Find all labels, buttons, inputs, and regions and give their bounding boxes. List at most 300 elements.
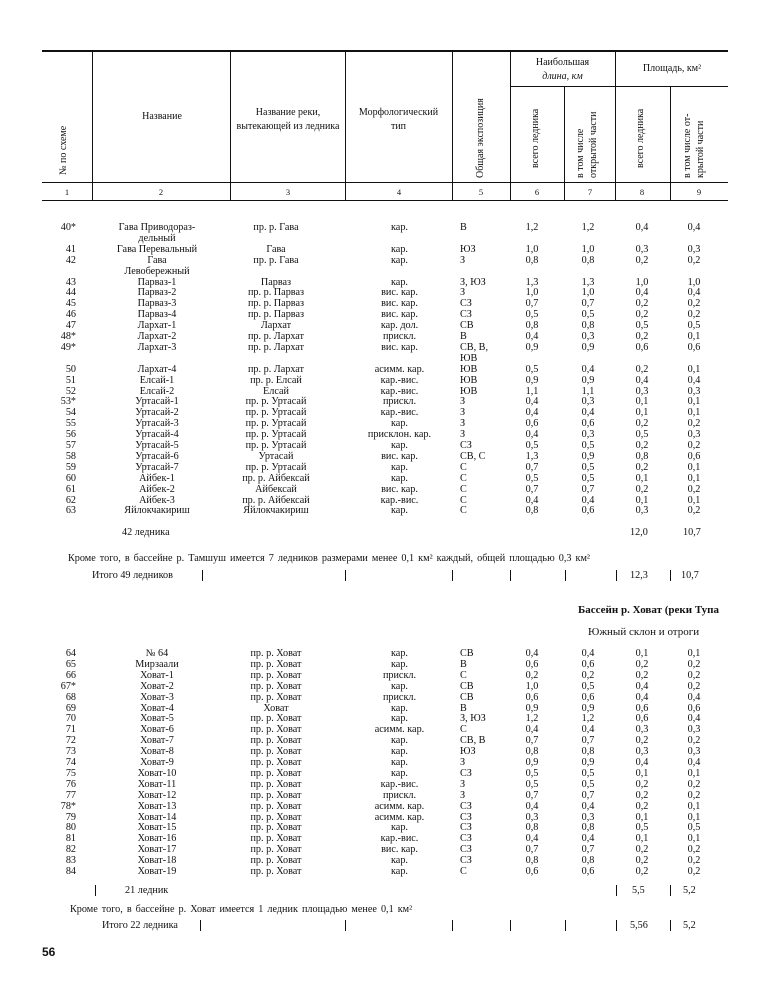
cell-no: 76 xyxy=(65,778,76,790)
cell-type: прискл. xyxy=(382,331,417,342)
col-number: 9 xyxy=(696,187,702,197)
cell-no: 51 xyxy=(65,374,76,386)
cell-ao: 0,4 xyxy=(687,713,701,725)
cell-lo: 0,4 xyxy=(581,363,595,375)
cell-no: 42 xyxy=(65,254,76,266)
cell-river: пр. р. Лархат xyxy=(247,363,305,375)
cell-l: 0,5 xyxy=(525,767,539,779)
cell-river: Яйлокчакириш xyxy=(243,505,309,517)
cell-name: Ховат-19 xyxy=(137,866,177,877)
cell-type: кар.-вис. xyxy=(380,778,419,790)
cell-name: Елсай-2 xyxy=(139,385,175,397)
cell-name: Уртасай-2 xyxy=(135,407,179,419)
cell-a: 0,2 xyxy=(635,735,649,747)
col-number: 7 xyxy=(587,187,593,197)
cell-exp: С xyxy=(460,724,467,736)
cell-river: пр. р. Лархат xyxy=(247,341,305,353)
cell-river: пр. р. Ховат xyxy=(250,648,302,659)
header-col6: всего ледника xyxy=(530,108,541,168)
cell-name: Уртасай-6 xyxy=(135,450,179,462)
cell-name: Ховат-5 xyxy=(140,713,174,725)
cell-l: 0,7 xyxy=(525,789,539,801)
cell-a: 0,2 xyxy=(635,418,649,430)
cell-exp: СЗ xyxy=(460,309,472,321)
cell-lo: 0,2 xyxy=(581,669,595,681)
cell-ao: 0,3 xyxy=(687,385,701,397)
cell-name: Парваз-1 xyxy=(137,276,177,288)
cell-exp: З xyxy=(460,757,466,768)
cell-ao: 0,4 xyxy=(687,691,701,703)
cell-no: 78* xyxy=(60,800,76,812)
cell-a: 0,4 xyxy=(635,691,649,703)
cell-type: кар.-вис. xyxy=(380,833,419,845)
cell-no: 43 xyxy=(65,276,76,288)
cell-exp: СЗ xyxy=(460,298,472,310)
cell-a: 1,0 xyxy=(635,276,649,288)
cell-name: Лархат-4 xyxy=(137,363,177,375)
cell-no: 62 xyxy=(65,494,76,506)
cell-ao: 0,5 xyxy=(687,822,701,834)
cell-l: 0,5 xyxy=(525,440,539,451)
cell-a: 0,2 xyxy=(635,800,649,812)
section1-note: Кроме того, в бассейне р. Тамшуш имеется 7 ледников размерами менее 0,1 км² каждый, общей площадью 0,3 км² xyxy=(68,553,590,564)
cell-ao: 0,1 xyxy=(687,833,701,845)
cell-l: 0,9 xyxy=(525,757,539,768)
col-number: 6 xyxy=(534,187,540,197)
cell-l: 0,5 xyxy=(525,309,539,321)
cell-a: 0,2 xyxy=(635,866,649,877)
cell-no: 69 xyxy=(65,702,76,714)
cell-a: 0,3 xyxy=(635,505,649,517)
cell-lo: 0,6 xyxy=(581,505,595,517)
cell-river: пр. р. Ховат xyxy=(250,757,302,768)
cell-exp: З, ЮЗ xyxy=(460,713,486,725)
cell-lo: 0,7 xyxy=(581,483,595,495)
cell-ao: 0,1 xyxy=(687,811,701,823)
section2-count-area-open: 5,2 xyxy=(683,885,696,896)
header-col3: Название реки, вытекающей из ледника xyxy=(236,107,340,132)
cell-exp: СВ xyxy=(460,680,474,692)
cell-a: 0,2 xyxy=(635,855,649,867)
section2-count-area: 5,5 xyxy=(632,885,645,896)
cell-exp: СЗ xyxy=(460,800,472,812)
cell-ao: 0,1 xyxy=(687,396,701,408)
cell-ao: 0,1 xyxy=(687,767,701,779)
cell-type: кар.-вис. xyxy=(380,385,419,397)
cell-l: 1,0 xyxy=(525,680,539,692)
cell-exp: З xyxy=(460,429,466,441)
cell-lo: 0,5 xyxy=(581,472,595,484)
cell-no: 71 xyxy=(65,724,76,736)
cell-exp: СЗ xyxy=(460,440,472,451)
cell-a: 0,2 xyxy=(635,844,649,856)
cell-exp: СВ, С xyxy=(460,450,486,462)
cell-lo: 0,9 xyxy=(581,374,595,386)
section1-count-label: 42 ледника xyxy=(122,527,170,538)
cell-lo: 0,6 xyxy=(581,658,595,670)
cell-ao: 0,2 xyxy=(687,680,701,692)
cell-a: 0,3 xyxy=(635,746,649,758)
cell-name: Ховат-13 xyxy=(137,800,177,812)
cell-no: 44 xyxy=(65,287,76,299)
cell-ao: 0,6 xyxy=(687,341,701,353)
cell-no: 45 xyxy=(65,298,76,310)
cell-river: пр. р. Ховат xyxy=(250,789,302,801)
cell-type: кар. xyxy=(391,855,408,867)
cell-type: прискл. xyxy=(382,691,417,703)
cell-no: 52 xyxy=(65,385,76,397)
cell-l: 1,3 xyxy=(525,276,539,288)
cell-exp: З xyxy=(460,254,466,266)
header-col4: Морфологический тип xyxy=(358,107,439,132)
cell-exp: С xyxy=(460,483,467,495)
cell-exp: С xyxy=(460,866,467,877)
cell-exp: В xyxy=(460,702,467,714)
cell-lo: 0,4 xyxy=(581,494,595,506)
cell-a: 0,2 xyxy=(635,254,649,266)
cell-l: 1,3 xyxy=(525,450,539,462)
cell-no: 82 xyxy=(65,844,76,856)
cell-river: пр. р. Ховат xyxy=(250,735,302,747)
cell-exp: ЮВ xyxy=(460,363,478,375)
cell-exp: СВ, В, xyxy=(460,341,489,353)
cell-l: 0,4 xyxy=(525,331,539,342)
cell-type: кар. xyxy=(391,767,408,779)
cell-exp: З xyxy=(460,778,466,790)
cell-ao: 0,2 xyxy=(687,778,701,790)
cell-type: прискл. xyxy=(382,789,417,801)
cell-exp: С xyxy=(460,505,467,517)
cell-name: Ховат-9 xyxy=(140,757,174,768)
cell-river: пр. р. Ховат xyxy=(250,669,302,681)
cell-type: кар.-вис. xyxy=(380,374,419,386)
cell-l: 0,8 xyxy=(525,505,539,517)
cell-river: пр. р. Ховат xyxy=(250,724,302,736)
cell-type: кар. xyxy=(391,472,408,484)
cell-no: 50 xyxy=(65,363,76,375)
cell-lo: 0,7 xyxy=(581,298,595,310)
cell-type: кар. xyxy=(391,658,408,670)
cell-type: прискл. xyxy=(382,669,417,681)
cell-lo: 0,6 xyxy=(581,691,595,703)
cell-lo: 0,5 xyxy=(581,440,595,451)
cell-l: 0,8 xyxy=(525,855,539,867)
cell-a: 0,8 xyxy=(635,450,649,462)
cell-a: 0,5 xyxy=(635,429,649,441)
cell-type: кар. xyxy=(391,276,408,288)
cell-l: 0,8 xyxy=(525,822,539,834)
section1-total-area: 12,3 xyxy=(630,570,648,581)
cell-ao: 0,2 xyxy=(687,855,701,867)
cell-no: 55 xyxy=(65,418,76,430)
cell-a: 0,1 xyxy=(635,396,649,408)
cell-exp: ЮЗ xyxy=(460,243,476,255)
cell-a: 0,2 xyxy=(635,298,649,310)
cell-exp: СВ, В xyxy=(460,735,486,747)
cell-river: Гава xyxy=(266,243,286,255)
cell-river: пр. р. Ховат xyxy=(250,658,302,670)
cell-l: 0,5 xyxy=(525,472,539,484)
cell-type: кар. xyxy=(391,713,408,725)
cell-name: Левобережный xyxy=(124,265,190,277)
cell-ao: 0,2 xyxy=(687,844,701,856)
cell-name: Лархат-3 xyxy=(137,341,177,353)
cell-name: Ховат-3 xyxy=(140,691,174,703)
cell-no: 54 xyxy=(65,407,76,419)
section2-title: Бассейн р. Ховат (реки Тупа xyxy=(578,604,719,616)
cell-name: Уртасай-7 xyxy=(135,461,179,473)
cell-no: 49* xyxy=(60,341,76,353)
cell-lo: 0,8 xyxy=(581,855,595,867)
cell-lo: 0,8 xyxy=(581,746,595,758)
cell-l: 0,4 xyxy=(525,396,539,408)
cell-lo: 0,3 xyxy=(581,396,595,408)
cell-exp: В xyxy=(460,658,467,670)
cell-lo: 0,6 xyxy=(581,418,595,430)
cell-ao: 0,3 xyxy=(687,429,701,441)
cell-no: 46 xyxy=(65,309,76,321)
cell-exp: С xyxy=(460,461,467,473)
cell-river: пр. р. Ховат xyxy=(250,691,302,703)
cell-a: 0,4 xyxy=(635,757,649,768)
cell-l: 0,9 xyxy=(525,341,539,353)
cell-exp: В xyxy=(460,331,467,342)
cell-name: Ховат-10 xyxy=(137,767,177,779)
cell-l: 0,6 xyxy=(525,691,539,703)
cell-type: присклон. кар. xyxy=(367,429,432,441)
cell-name: Ховат-4 xyxy=(140,702,174,714)
cell-lo: 0,5 xyxy=(581,767,595,779)
cell-river: пр. р. Айбексай xyxy=(242,494,310,506)
header-length-group: Наибольшая длина, км xyxy=(535,57,590,82)
cell-type: кар. xyxy=(391,440,408,451)
cell-lo: 0,5 xyxy=(581,309,595,321)
cell-l: 0,4 xyxy=(525,494,539,506)
cell-no: 77 xyxy=(65,789,76,801)
cell-name: Айбек-2 xyxy=(139,483,175,495)
col-number: 8 xyxy=(639,187,645,197)
cell-l: 0,8 xyxy=(525,320,539,332)
cell-lo: 0,9 xyxy=(581,450,595,462)
cell-exp: С xyxy=(460,494,467,506)
cell-type: кар. xyxy=(391,757,408,768)
section2-subtitle: Южный склон и отроги xyxy=(588,626,700,638)
cell-l: 0,8 xyxy=(525,254,539,266)
cell-type: вис. кар. xyxy=(381,287,418,299)
cell-l: 0,7 xyxy=(525,483,539,495)
cell-ao: 0,2 xyxy=(687,735,701,747)
cell-name: дельный xyxy=(138,232,176,244)
cell-lo: 0,7 xyxy=(581,844,595,856)
section1-total-label: Итого 49 ледников xyxy=(92,570,173,581)
cell-ao: 0,2 xyxy=(687,658,701,670)
cell-type: кар. xyxy=(391,505,408,517)
cell-lo: 0,3 xyxy=(581,331,595,342)
cell-ao: 0,1 xyxy=(687,494,701,506)
cell-a: 0,5 xyxy=(635,320,649,332)
cell-type: кар. xyxy=(391,418,408,430)
cell-name: Ховат-12 xyxy=(137,789,177,801)
cell-river: пр. р. Ховат xyxy=(250,680,302,692)
cell-lo: 0,9 xyxy=(581,341,595,353)
cell-exp: С xyxy=(460,669,467,681)
cell-no: 72 xyxy=(65,735,76,747)
cell-no: 58 xyxy=(65,450,76,462)
cell-a: 0,6 xyxy=(635,702,649,714)
cell-exp: З xyxy=(460,287,466,299)
cell-river: пр. р. Ховат xyxy=(250,833,302,845)
cell-type: асимм. кар. xyxy=(374,363,425,375)
cell-name: Гава xyxy=(147,254,167,266)
page-number: 56 xyxy=(42,945,56,959)
cell-ao: 0,1 xyxy=(687,800,701,812)
cell-no: 67* xyxy=(60,680,76,692)
cell-ao: 0,3 xyxy=(687,746,701,758)
cell-river: пр. р. Ховат xyxy=(250,844,302,856)
cell-type: асимм. кар. xyxy=(374,811,425,823)
cell-a: 0,2 xyxy=(635,363,649,375)
cell-type: вис. кар. xyxy=(381,483,418,495)
cell-name: № 64 xyxy=(145,648,169,659)
cell-a: 0,1 xyxy=(635,494,649,506)
cell-ao: 0,1 xyxy=(687,363,701,375)
cell-name: Елсай-1 xyxy=(139,374,175,386)
cell-a: 0,3 xyxy=(635,724,649,736)
col-number: 3 xyxy=(285,187,291,197)
cell-ao: 0,1 xyxy=(687,331,701,342)
cell-river: пр. р. Уртасай xyxy=(245,396,307,408)
cell-lo: 0,6 xyxy=(581,866,595,877)
cell-ao: 0,6 xyxy=(687,450,701,462)
cell-river: Уртасай xyxy=(258,450,294,462)
cell-lo: 0,8 xyxy=(581,320,595,332)
cell-no: 73 xyxy=(65,746,76,758)
cell-type: вис. кар. xyxy=(381,450,418,462)
header-area-group: Площадь, км² xyxy=(642,63,702,74)
cell-a: 0,1 xyxy=(635,767,649,779)
cell-name: Ховат-7 xyxy=(140,735,174,747)
cell-l: 0,9 xyxy=(525,702,539,714)
cell-exp: СЗ xyxy=(460,844,472,856)
cell-river: Ховат xyxy=(263,702,289,714)
cell-river: Лархат xyxy=(260,320,292,332)
cell-name: Лархат-1 xyxy=(137,320,177,332)
cell-no: 74 xyxy=(65,757,76,768)
cell-type: кар. xyxy=(391,746,408,758)
cell-a: 0,2 xyxy=(635,789,649,801)
cell-l: 1,2 xyxy=(525,713,539,725)
cell-river: пр. р. Ховат xyxy=(250,855,302,867)
cell-l: 0,4 xyxy=(525,429,539,441)
cell-l: 0,9 xyxy=(525,374,539,386)
cell-ao: 0,2 xyxy=(687,669,701,681)
cell-type: кар. xyxy=(391,222,408,233)
cell-name: Парваз-4 xyxy=(137,309,177,321)
cell-river: пр. р. Ховат xyxy=(250,778,302,790)
cell-lo: 0,4 xyxy=(581,833,595,845)
cell-a: 0,6 xyxy=(635,713,649,725)
cell-a: 0,3 xyxy=(635,243,649,255)
cell-type: кар. xyxy=(391,648,408,659)
cell-river: пр. р. Гава xyxy=(253,254,299,266)
cell-a: 0,4 xyxy=(635,287,649,299)
cell-type: кар. xyxy=(391,254,408,266)
col-number: 1 xyxy=(64,187,70,197)
cell-exp: СВ xyxy=(460,320,474,332)
cell-name: Ховат-18 xyxy=(137,855,177,867)
cell-river: пр. р. Айбексай xyxy=(242,472,310,484)
cell-lo: 0,4 xyxy=(581,724,595,736)
cell-lo: 1,2 xyxy=(581,713,595,725)
cell-no: 56 xyxy=(65,429,76,441)
cell-l: 1,2 xyxy=(525,222,539,233)
cell-a: 0,1 xyxy=(635,407,649,419)
cell-ao: 0,4 xyxy=(687,374,701,386)
cell-ao: 0,2 xyxy=(687,483,701,495)
cell-river: пр. р. Елсай xyxy=(250,374,302,386)
cell-a: 0,1 xyxy=(635,811,649,823)
cell-ao: 0,2 xyxy=(687,789,701,801)
cell-l: 0,8 xyxy=(525,746,539,758)
cell-river: пр. р. Лархат xyxy=(247,331,305,342)
cell-no: 64 xyxy=(65,648,76,659)
cell-no: 47 xyxy=(65,320,76,332)
cell-a: 0,4 xyxy=(635,222,649,233)
header-col5: Общая экспозиция xyxy=(475,98,486,178)
cell-river: пр. р. Ховат xyxy=(250,713,302,725)
cell-name: Уртасай-1 xyxy=(135,396,179,408)
cell-ao: 0,1 xyxy=(687,407,701,419)
cell-exp: СЗ xyxy=(460,855,472,867)
cell-no: 60 xyxy=(65,472,76,484)
cell-type: асимм. кар. xyxy=(374,724,425,736)
cell-name: Уртасай-4 xyxy=(135,429,179,441)
cell-exp: СЗ xyxy=(460,833,472,845)
section1-count-area-open: 10,7 xyxy=(683,527,701,538)
cell-ao: 0,1 xyxy=(687,648,701,659)
cell-lo: 0,4 xyxy=(581,407,595,419)
cell-a: 0,5 xyxy=(635,822,649,834)
cell-ao: 1,0 xyxy=(687,276,701,288)
cell-lo: 1,3 xyxy=(581,276,595,288)
cell-a: 0,4 xyxy=(635,374,649,386)
cell-no: 40* xyxy=(60,222,76,233)
header-col1: № по схеме xyxy=(58,125,69,175)
cell-ao: 0,6 xyxy=(687,702,701,714)
cell-name: Лархат-2 xyxy=(137,331,177,342)
cell-l: 0,4 xyxy=(525,800,539,812)
cell-name: Яйлокчакириш xyxy=(124,505,190,517)
cell-lo: 0,3 xyxy=(581,429,595,441)
cell-river: пр. р. Ховат xyxy=(250,800,302,812)
cell-a: 0,2 xyxy=(635,331,649,342)
cell-l: 0,4 xyxy=(525,407,539,419)
cell-a: 0,2 xyxy=(635,669,649,681)
cell-river: пр. р. Гава xyxy=(253,222,299,233)
cell-a: 0,6 xyxy=(635,341,649,353)
cell-ao: 0,2 xyxy=(687,298,701,310)
cell-ao: 0,2 xyxy=(687,440,701,451)
cell-river: пр. р. Ховат xyxy=(250,767,302,779)
cell-name: Айбек-1 xyxy=(139,472,175,484)
section2-total-area: 5,56 xyxy=(630,920,648,931)
col-number: 4 xyxy=(396,187,402,197)
cell-no: 63 xyxy=(65,505,76,517)
section2-total-label: Итого 22 ледника xyxy=(102,920,178,931)
cell-lo: 0,8 xyxy=(581,254,595,266)
section2-count-label: 21 ледник xyxy=(125,885,169,896)
cell-river: пр. р. Уртасай xyxy=(245,461,307,473)
